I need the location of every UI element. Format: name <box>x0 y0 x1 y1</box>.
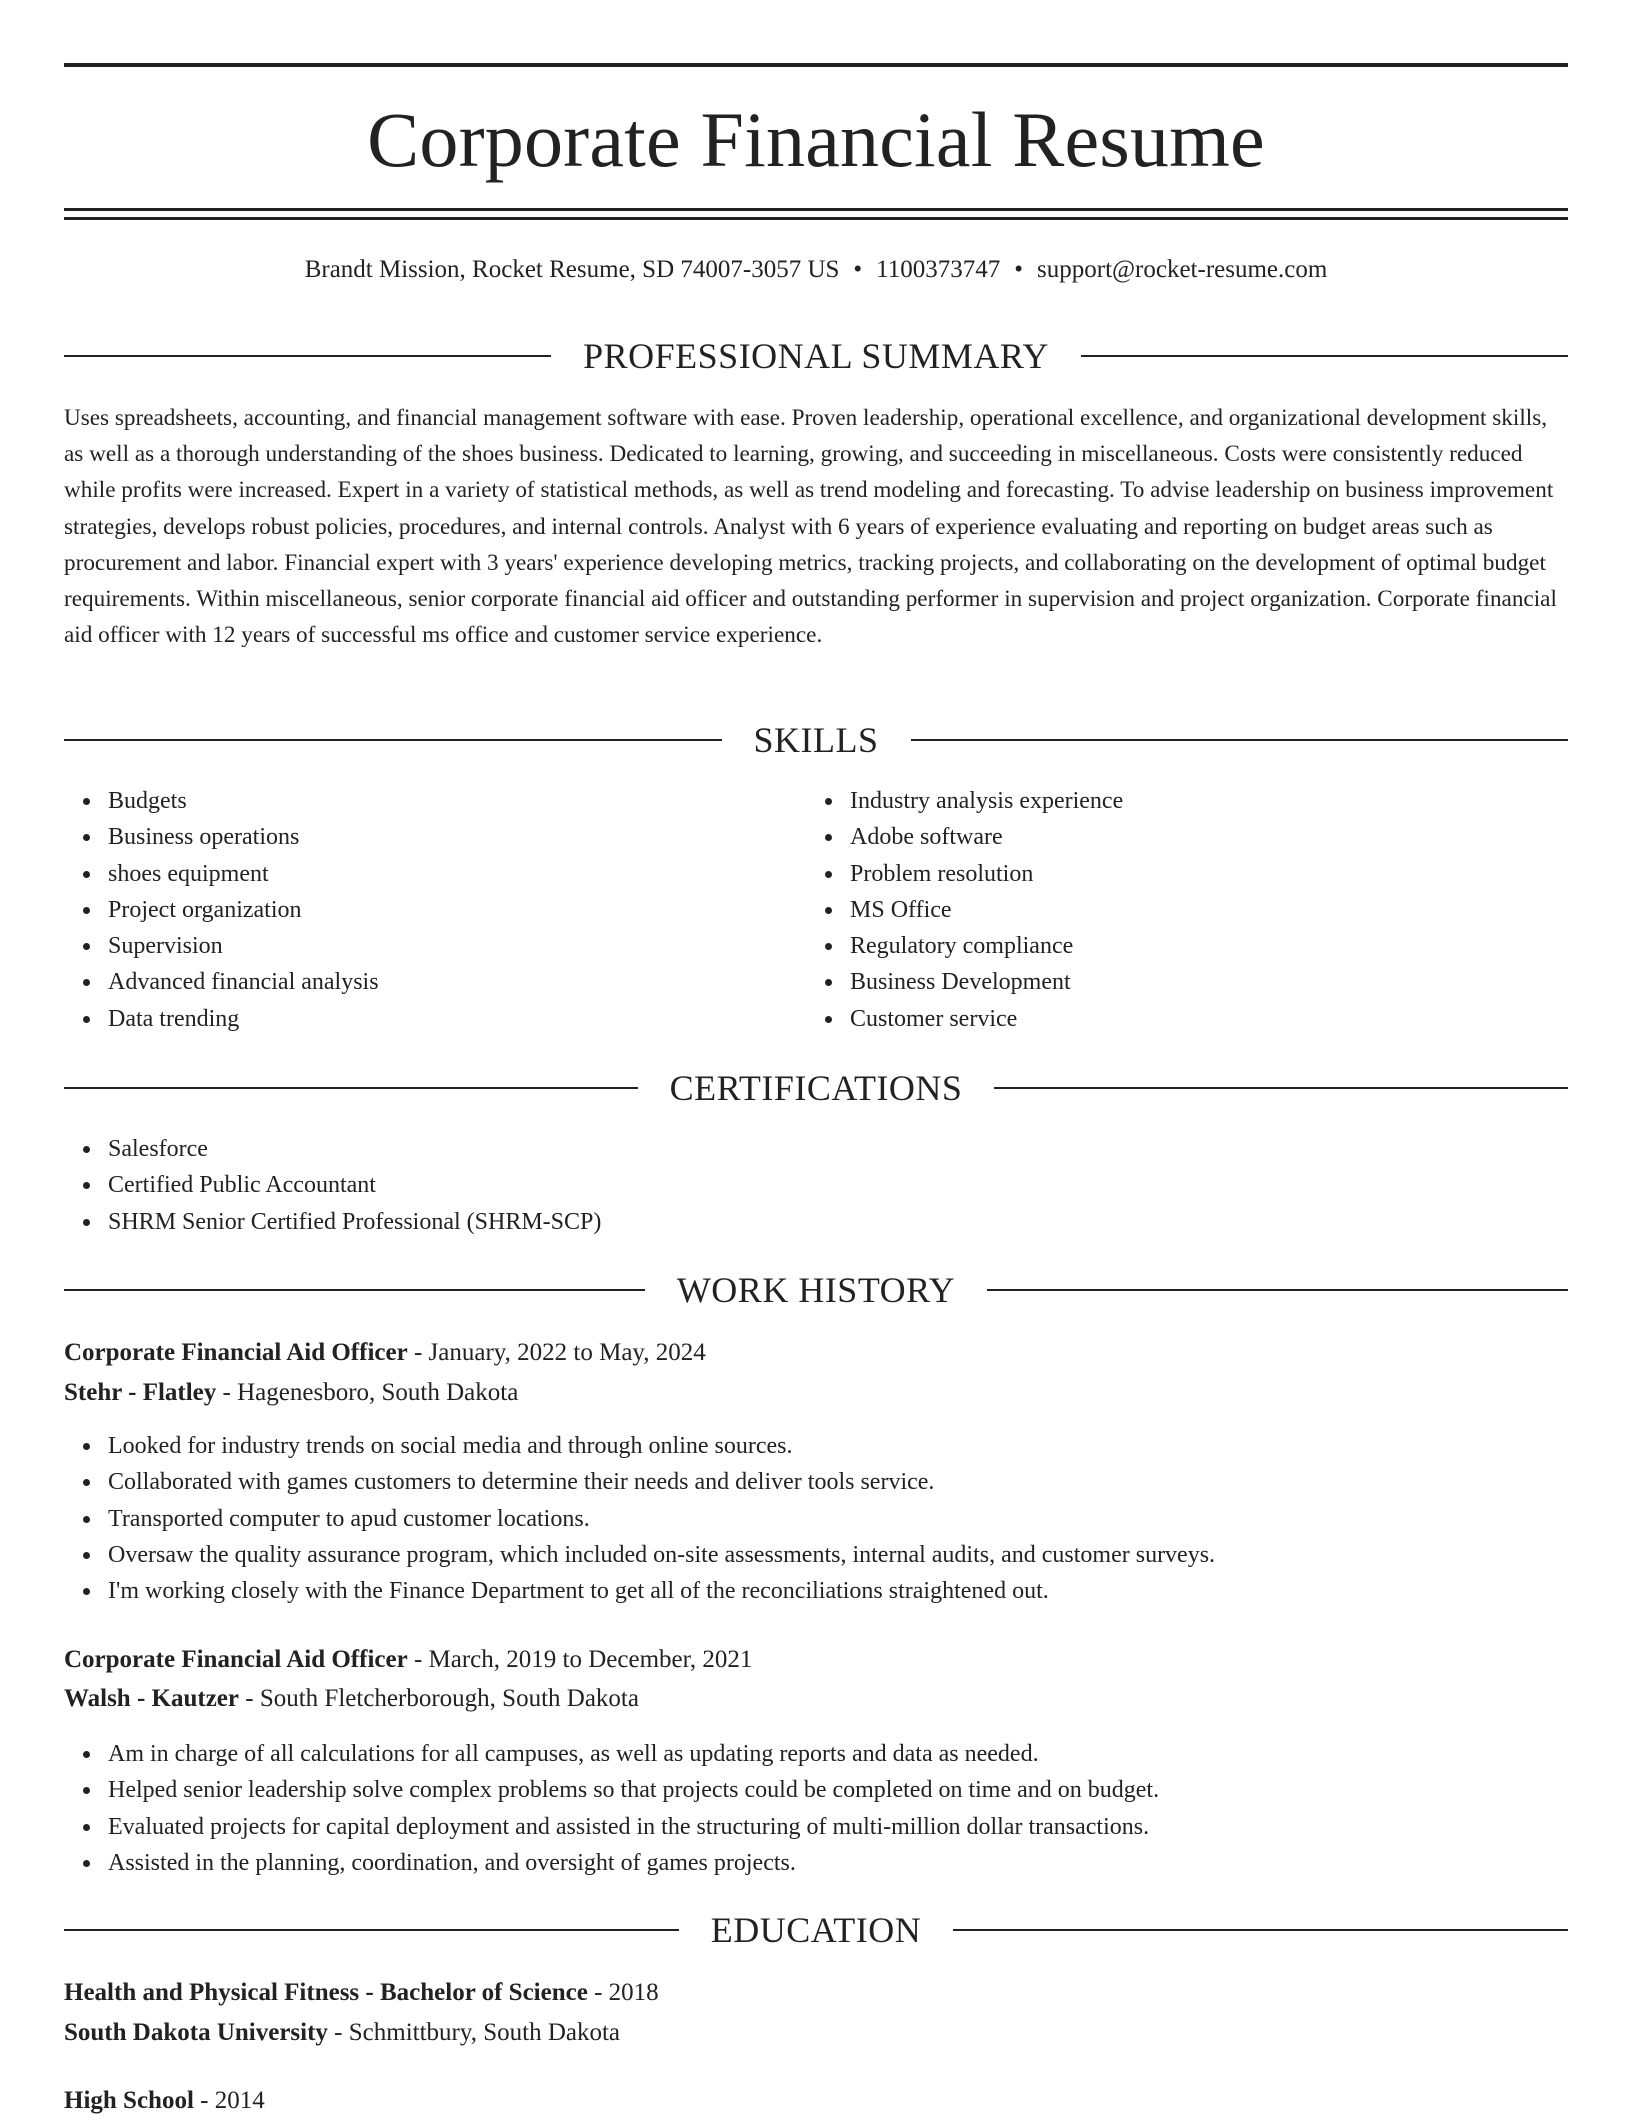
contact-separator: • <box>1014 256 1024 283</box>
certifications-list <box>64 1131 601 1240</box>
education-degree: Health and Physical Fitness - Bachelor of Science <box>64 1979 588 2006</box>
section-heading-work-history <box>64 1268 1568 1312</box>
skill-item: Business operations <box>108 819 379 855</box>
divider <box>64 355 551 357</box>
job-company: Stehr - Flatley <box>64 1379 217 1406</box>
top-rule <box>64 63 1568 67</box>
section-heading-certifications <box>64 1066 1568 1110</box>
skills-list-right <box>806 783 1123 1037</box>
skill-item: MS Office <box>850 892 1123 928</box>
job-title: Corporate Financial Aid Officer <box>64 1339 408 1366</box>
contact-separator: • <box>853 256 863 283</box>
divider <box>64 739 722 741</box>
job-title-line <box>64 1641 1568 1679</box>
education-degree-line <box>64 2082 1568 2120</box>
job-bullet: Looked for industry trends on social media and through online sources. <box>108 1428 1215 1464</box>
job-company: Walsh - Kautzer <box>64 1685 239 1712</box>
contact-email: support@rocket-resume.com <box>1037 256 1328 283</box>
education-year: - 2018 <box>587 1979 659 2006</box>
job-bullet: Evaluated projects for capital deployment and assisted in the structuring of multi-million dollar transactions. <box>108 1809 1159 1845</box>
job-company-line <box>64 1374 1568 1412</box>
skill-item: Regulatory compliance <box>850 928 1123 964</box>
divider <box>64 1289 645 1291</box>
job-bullet: Oversaw the quality assurance program, which included on-site assessments, internal audits, and customer surveys. <box>108 1537 1215 1573</box>
skill-item: Project organization <box>108 892 379 928</box>
job-title-line <box>64 1334 1568 1372</box>
skill-item: Supervision <box>108 928 379 964</box>
divider <box>911 739 1569 741</box>
section-title: SKILLS <box>753 720 879 760</box>
skill-item: Advanced financial analysis <box>108 964 379 1000</box>
job-bullet: I'm working closely with the Finance Department to get all of the reconciliations straightened out. <box>108 1573 1215 1609</box>
divider <box>987 1289 1568 1291</box>
job-bullet: Helped senior leadership solve complex problems so that projects could be completed on time and on budget. <box>108 1772 1159 1808</box>
certification-item: Certified Public Accountant <box>108 1167 601 1203</box>
divider <box>994 1087 1568 1089</box>
certification-item: SHRM Senior Certified Professional (SHRM-SCP) <box>108 1204 601 1240</box>
contact-line <box>64 252 1568 288</box>
education-school: South Dakota University <box>64 2019 328 2046</box>
job-bullet: Transported computer to apud customer locations. <box>108 1501 1215 1537</box>
skill-item: Problem resolution <box>850 856 1123 892</box>
education-year: - 2014 <box>193 2087 265 2114</box>
divider <box>1081 355 1568 357</box>
education-school-line <box>64 2014 1568 2052</box>
resume-title: Corporate Financial Resume <box>367 96 1265 183</box>
divider <box>953 1929 1568 1931</box>
skills-list-left <box>64 783 379 1037</box>
contact-phone: 1100373747 <box>876 256 1001 283</box>
job-title: Corporate Financial Aid Officer <box>64 1646 408 1673</box>
job-bullets <box>64 1736 1159 1881</box>
job-bullet: Am in charge of all calculations for all campuses, as well as updating reports and data as needed. <box>108 1736 1159 1772</box>
contact-address: Brandt Mission, Rocket Resume, SD 74007-3057 US <box>304 256 840 283</box>
education-location: - Schmittbury, South Dakota <box>327 2019 621 2046</box>
divider <box>64 1929 679 1931</box>
job-bullet: Collaborated with games customers to determine their needs and deliver tools service. <box>108 1464 1215 1500</box>
skill-item: Budgets <box>108 783 379 819</box>
section-heading-education <box>64 1908 1568 1952</box>
job-dates: - January, 2022 to May, 2024 <box>407 1339 706 1366</box>
section-title: PROFESSIONAL SUMMARY <box>583 336 1049 376</box>
skill-item: shoes equipment <box>108 856 379 892</box>
skill-item: Business Development <box>850 964 1123 1000</box>
section-title: EDUCATION <box>710 1910 922 1950</box>
education-degree: High School <box>64 2087 194 2114</box>
certification-item: Salesforce <box>108 1131 601 1167</box>
job-location: - Hagenesboro, South Dakota <box>216 1379 519 1406</box>
job-location: - South Fletcherborough, South Dakota <box>239 1685 639 1712</box>
section-title: WORK HISTORY <box>676 1270 956 1310</box>
skill-item: Customer service <box>850 1001 1123 1037</box>
skill-item: Data trending <box>108 1001 379 1037</box>
job-bullet: Assisted in the planning, coordination, and oversight of games projects. <box>108 1845 1159 1881</box>
summary-text: Uses spreadsheets, accounting, and financial management software with ease. Proven leadership, operational excellence, and organizational development skills, as well as a thorough understanding of the shoes business. Dedicated to learning, growing, and succeeding in miscellaneous. Costs were consistently reduced while profits were increased. Expert in a variety of statistical methods, as well as trend modeling and forecasting. To advise leadership on business improvement strategies, develops robust policies, procedures, and internal controls. Analyst with 6 years of experience evaluating and reporting on budget areas such as procurement and labor. Financial expert with 3 years' experience developing metrics, tracking projects, and collaborating on the development of optimal budget requirements. Within miscellaneous, senior corporate financial aid officer and outstanding performer in supervision and project organization. Corporate financial aid officer with 12 years of successful ms office and customer service experience. <box>64 405 1557 649</box>
section-heading-skills <box>64 718 1568 762</box>
job-dates: - March, 2019 to December, 2021 <box>407 1646 753 1673</box>
job-company-line <box>64 1680 1568 1718</box>
skill-item: Industry analysis experience <box>850 783 1123 819</box>
title-double-rule <box>64 208 1568 220</box>
skill-item: Adobe software <box>850 819 1123 855</box>
divider <box>64 1087 638 1089</box>
education-degree-line <box>64 1974 1568 2012</box>
section-heading-summary <box>64 334 1568 378</box>
job-bullets <box>64 1428 1215 1609</box>
section-title: CERTIFICATIONS <box>669 1068 963 1108</box>
